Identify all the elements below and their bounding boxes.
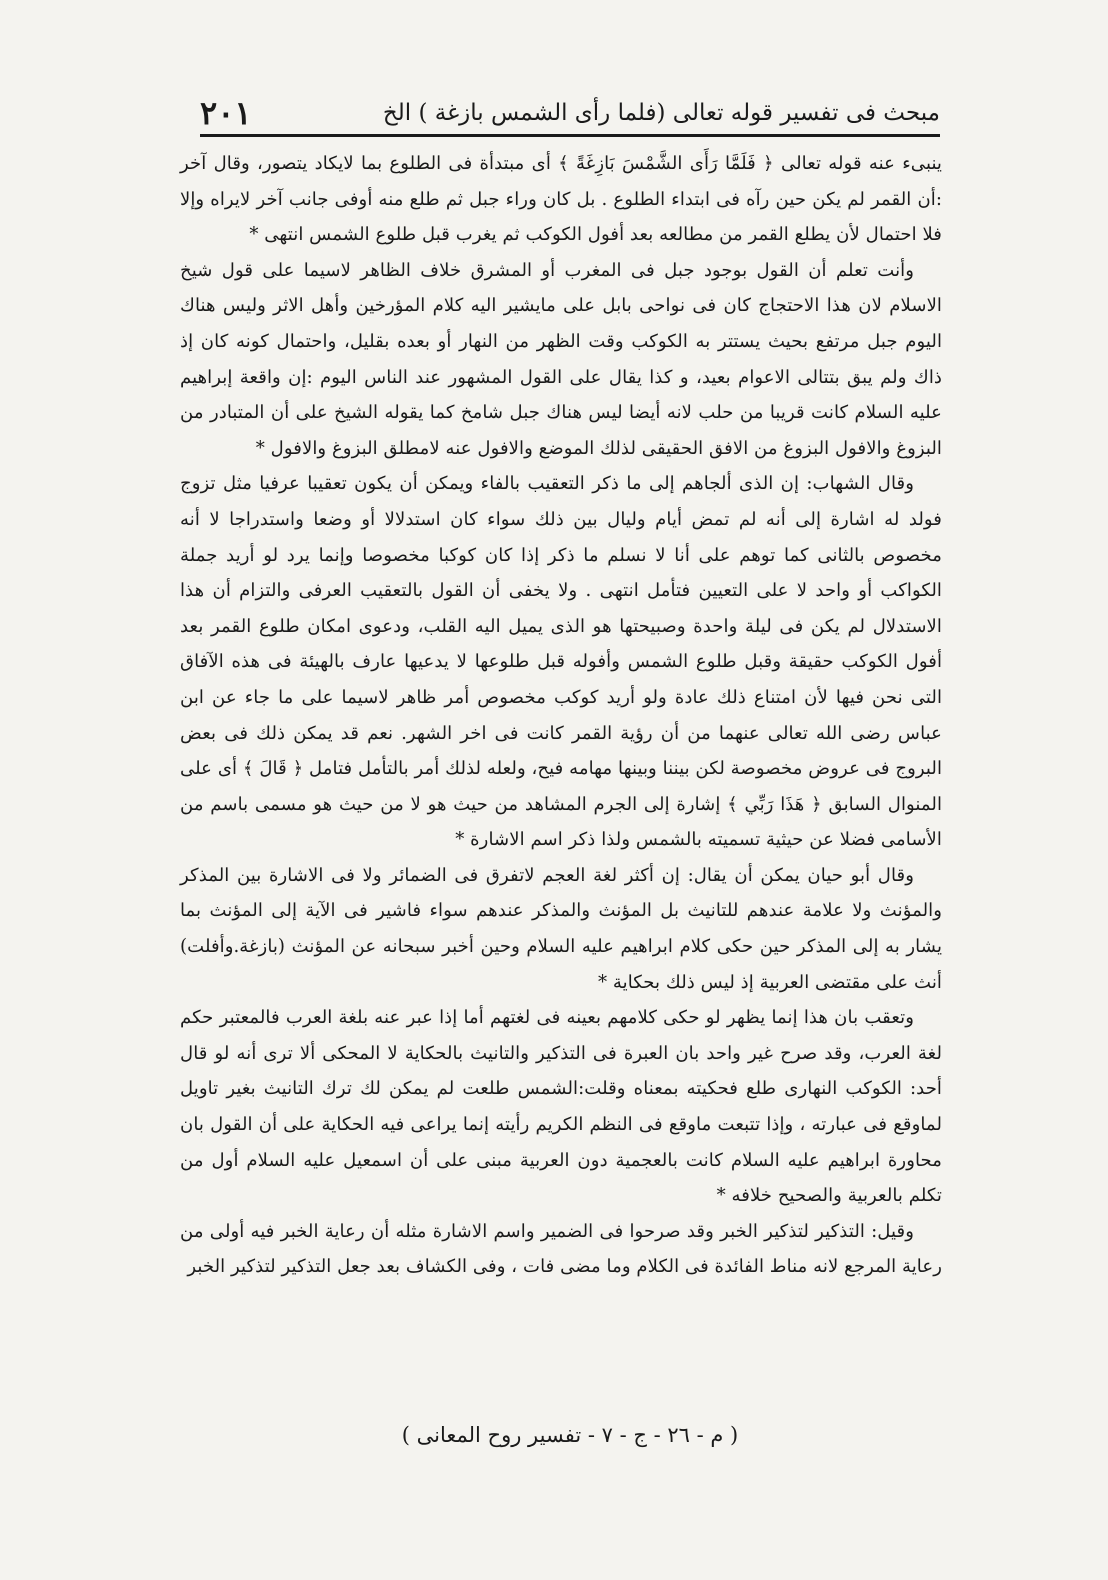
- paragraph: وقيل: التذكير لتذكير الخبر وقد صرحوا فى الضمير واسم الاشارة مثله أن رعاية الخبر فيه أولى من رعاية المرجع لانه مناط الفائدة فى الكلام وما مضى فات ، وفى الكشاف بعد جعل التذكير لتذكير الخبر: [180, 1220, 942, 1278]
- page-number: ٢٠١: [200, 94, 252, 132]
- page-header: [200, 88, 940, 137]
- running-title: مبحث فى تفسير قوله تعالى (فلما رأى الشمس بازغة ) الخ: [382, 100, 940, 126]
- page-body: [180, 146, 942, 1416]
- paragraph: ينبىء عنه قوله تعالى ﴿ فَلَمَّا رَأَى الشَّمْسَ بَازِغَةً ﴾ أى مبتدأة فى الطلوع بما لايكاد يتصور، وقال آخر :أن القمر لم يكن حين رآه فى ابتداء الطلوع . بل كان وراء جبل ثم طلع منه أوفى جانب آخر لايراه وإلا فلا احتمال لأن يطلع القمر من مطالعه بعد أفول الكوكب ثم يغرب قبل طلوع الشمس انتهى *: [180, 153, 942, 246]
- paragraph: وتعقب بان هذا إنما يظهر لو حكى كلامهم بعينه فى لغتهم أما إذا عبر عنه بلغة العرب فالمعتبر حكم لغة العرب، وقد صرح غير واحد بان العبرة فى التذكير والتانيث بالحكاية لا المحكى ألا ترى أنه لو قال أحد: الكوكب النهارى طلع فحكيته بمعناه وقلت:الشمس طلعت لم يمكن لك ترك التانيث بغير تاويل لماوقع فى عبارته ، وإذا تتبعت ماوقع فى النظم الكريم رأيته إنما يراعى فيه الحكاية على أن القول بان محاورة ابراهيم عليه السلام كانت بالعجمية دون العربية مبنى على أن اسمعيل عليه السلام أول من تكلم بالعربية والصحيح خلافه *: [180, 1007, 942, 1207]
- paragraph: وأنت تعلم أن القول بوجود جبل فى المغرب أو المشرق خلاف الظاهر لاسيما على قول شيخ الاسلام لان هذا الاحتجاج كان فى نواحى بابل على مايشير اليه كلام المؤرخين وأهل الاثر وليس هناك اليوم جبل مرتفع بحيث يستتر به الكوكب وقت الظهر من النهار أو بعده بقليل، واحتمال كونه كان إذ ذاك ولم يبق بتتالى الاعوام بعيد، و كذا يقال على القول المشهور عند الناس اليوم :إن واقعة إبراهيم عليه السلام كانت قريبا من حلب لانه أيضا ليس هناك جبل شامخ كما يقوله الشيخ على أن المتبادر من البزوغ والافول البزوغ من الافق الحقيقى لذلك الموضع والافول عنه لامطلق البزوغ والافول *: [180, 259, 942, 459]
- paragraph: وقال أبو حيان يمكن أن يقال: إن أكثر لغة العجم لاتفرق فى الضمائر ولا فى الاشارة بين المذكر والمؤنث ولا علامة عندهم للتانيث بل المؤنث والمذكر عندهم سواء فاشير فى الآية إلى المؤنث بما يشار به إلى المذكر حين حكى كلام ابراهيم عليه السلام وحين أخبر سبحانه عن المؤنث (بازغة.وأفلت) أنث على مقتضى العربية إذ ليس ذلك بحكاية *: [180, 864, 943, 993]
- footer-signature: ( م - ٢٦ - ج - ٧ - تفسير روح المعانى ): [401, 1423, 739, 1447]
- paragraph: وقال الشهاب: إن الذى ألجاهم إلى ما ذكر التعقيب بالفاء ويمكن أن يكون تعقيبا عرفيا مثل تزوج فولد له اشارة إلى أنه لم تمض أيام وليال بين ذلك سواء كان استدلالا أو وضعا واستدراجا لا أنه مخصوص بالثانى كما توهم على أنا لا نسلم ما ذكر إذا كان كوكبا مخصوصا وإنما يرد لو أريد جملة الكواكب أو واحد لا على التعيين فتأمل انتهى . ولا يخفى أن القول بالتعقيب العرفى والتزام أن هذا الاستدلال لم يكن فى ليلة واحدة وصبيحتها هو الذى يميل اليه القلب، ودعوى امكان طلوع القمر بعد أفول الكوكب حقيقة وقبل طلوع الشمس وأفوله قبل طلوعها لا يدعيها عارف بالهيئة فى هذه الآفاق التى نحن فيها لأن امتناع ذلك عادة ولو أريد كوكب مخصوص أمر ظاهر لاسيما على ما جاء عن ابن عباس رضى الله تعالى عنهما من أن رؤية القمر كانت فى اخر الشهر. نعم قد يمكن ذلك فى بعض البروج فى عروض مخصوصة لكن بيننا وبينها مهامه فيح، ولعله لذلك أمر بالتأمل فتامل ﴿ قَالَ ﴾ أى على المنوال السابق ﴿ هَذَا رَبِّي ﴾ إشارة إلى الجرم المشاهد من حيث هو لا من حيث هو مسمى باسم من الأسامى فضلا عن حيثية تسميته بالشمس ولذا ذكر اسم الاشارة *: [180, 473, 942, 851]
